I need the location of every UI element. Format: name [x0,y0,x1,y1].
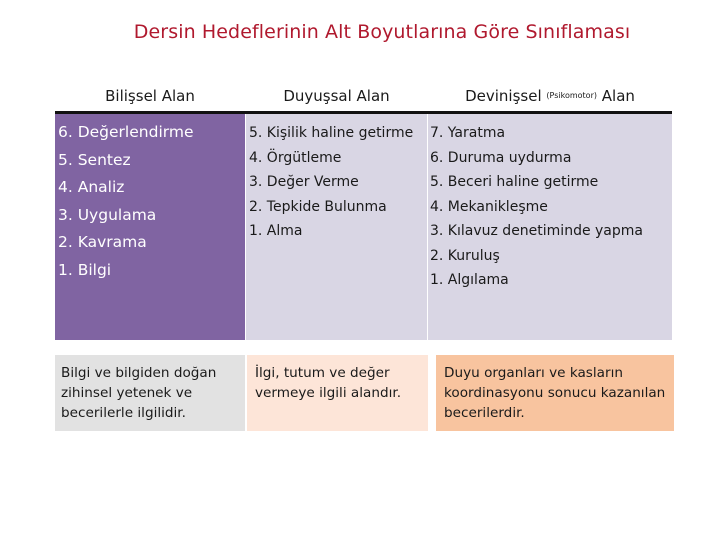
list-item: 4. Örgütleme [249,149,342,166]
header-psychomotor-suffix: Alan [601,86,635,105]
psychomotor-description [436,355,674,431]
list-item: 3. Değer Verme [249,174,359,190]
list-item: 5. Beceri haline getirme [430,174,599,190]
list-item: 1. Alma [249,223,303,239]
header-psychomotor-small: (Psikomotor) [546,91,597,100]
header-cognitive [55,80,245,114]
psychomotor-panel [428,114,672,340]
cognitive-list [58,119,245,285]
affective-list [249,121,427,244]
list-item: 3. Kılavuz denetiminde yapma [430,223,643,239]
cognitive-description [55,355,245,431]
list-item: 5. Kişilik haline getirme [249,125,414,141]
page-title: Dersin Hedeflerinin Alt Boyutlarına Göre Sınıflaması [133,21,631,43]
list-item: 4. Analiz [58,178,125,197]
cognitive-panel [55,114,245,340]
list-item: 6. Değerlendirme [58,123,194,141]
list-item: 4. Mekanikleşme [430,198,548,215]
header-psychomotor [428,80,672,114]
psychomotor-list [430,121,672,293]
list-item: 5. Sentez [58,150,131,169]
list-item: 2. Kuruluş [430,247,500,264]
header-affective [245,80,428,114]
cognitive-description-text: Bilgi ve bilgiden doğan zihinsel yetenek ve becerilerle ilgilidir. [61,365,217,421]
list-item: 7. Yaratma [430,125,506,141]
psychomotor-description-text: Duyu organları ve kasların koordinasyonu sonucu kazanılan becerilerdir. [444,365,666,421]
list-item: 1. Algılama [430,272,509,288]
header-affective-label: Duyuşsal Alan [283,86,390,105]
list-item: 1. Bilgi [58,260,112,279]
list-item: 2. Kavrama [58,233,147,252]
header-psychomotor-label: Devinişsel [465,86,542,105]
affective-description-text: İlgi, tutum ve değer vermeye ilgili alandır. [255,365,402,401]
list-item: 2. Tepkide Bulunma [249,198,387,215]
affective-description [247,355,428,431]
header-cognitive-label: Bilişsel Alan [105,86,195,105]
affective-panel [246,114,427,340]
list-item: 6. Duruma uydurma [430,149,572,166]
list-item: 3. Uygulama [58,205,157,224]
